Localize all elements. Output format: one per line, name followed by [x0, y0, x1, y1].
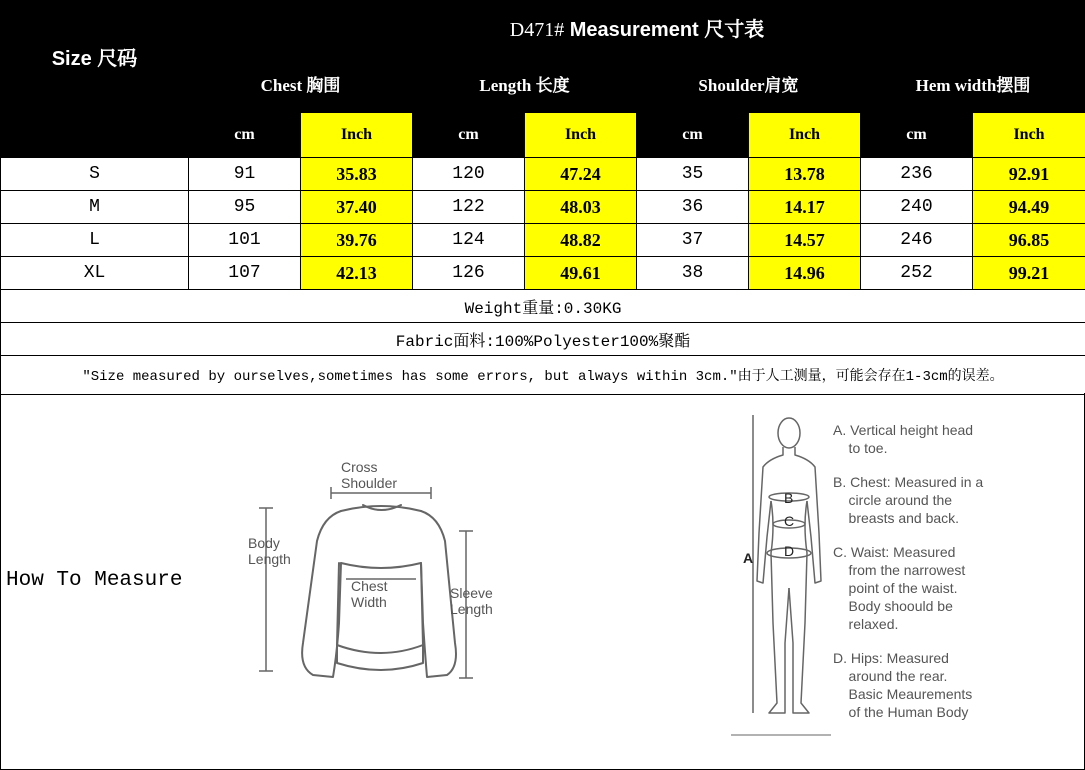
value-cell: 120: [413, 158, 525, 191]
fabric-info: Fabric面料:100%Polyester100%聚酯: [1, 323, 1085, 356]
size-cell: S: [1, 158, 189, 191]
unit-inch: Inch: [973, 113, 1085, 158]
measurement-note: "Size measured by ourselves,sometimes has some errors, but always within 3cm."由于人工测量，可能会存在1-3cm的误差。: [1, 356, 1085, 395]
unit-row-spacer: [1, 113, 189, 158]
body-measurement-notes: [833, 421, 1083, 737]
unit-row: [1, 113, 1085, 158]
group-hem-width: Hem width摆围: [861, 54, 1085, 113]
value-cell: 42.13: [301, 257, 413, 290]
value-cell: 35.83: [301, 158, 413, 191]
value-cell: 126: [413, 257, 525, 290]
weight-info: Weight重量:0.30KG: [1, 290, 1085, 323]
size-cell: L: [1, 224, 189, 257]
unit-cm: cm: [189, 113, 301, 158]
value-cell: 92.91: [973, 158, 1085, 191]
label-b: B: [784, 490, 794, 506]
table-row: [1, 158, 1085, 191]
size-cell: M: [1, 191, 189, 224]
table-row: [1, 191, 1085, 224]
label-a: A: [743, 550, 754, 566]
value-cell: 91: [189, 158, 301, 191]
unit-inch: Inch: [301, 113, 413, 158]
value-cell: 37.40: [301, 191, 413, 224]
how-to-measure-section: [0, 393, 1085, 770]
value-cell: 95: [189, 191, 301, 224]
value-cell: 246: [861, 224, 973, 257]
value-cell: 48.82: [525, 224, 637, 257]
value-cell: 99.21: [973, 257, 1085, 290]
label-c: C: [784, 513, 795, 529]
value-cell: 49.61: [525, 257, 637, 290]
label-d: D: [784, 543, 795, 559]
note-d: D. Hips: Measured around the rear. Basic Meaurements of the Human Body: [833, 650, 973, 720]
table-row: [1, 257, 1085, 290]
group-shoulder: Shoulder肩宽: [637, 54, 861, 113]
value-cell: 14.57: [749, 224, 861, 257]
value-cell: 124: [413, 224, 525, 257]
value-cell: 252: [861, 257, 973, 290]
sleeve-length-label: Sleeve Length: [450, 585, 493, 617]
value-cell: 38: [637, 257, 749, 290]
unit-cm: cm: [637, 113, 749, 158]
human-body-diagram: [731, 413, 831, 743]
value-cell: 13.78: [749, 158, 861, 191]
value-cell: 14.96: [749, 257, 861, 290]
size-header: Size 尺码: [1, 1, 189, 113]
value-cell: 47.24: [525, 158, 637, 191]
how-to-measure-label: How To Measure: [6, 569, 183, 592]
value-cell: 48.03: [525, 191, 637, 224]
group-length: Length 长度: [413, 54, 637, 113]
note-a: A. Vertical height head to toe.: [833, 422, 974, 456]
value-cell: 37: [637, 224, 749, 257]
value-cell: 39.76: [301, 224, 413, 257]
value-cell: 35: [637, 158, 749, 191]
value-cell: 240: [861, 191, 973, 224]
table-row: [1, 224, 1085, 257]
value-cell: 36: [637, 191, 749, 224]
group-chest: Chest 胸围: [189, 54, 413, 113]
value-cell: 122: [413, 191, 525, 224]
value-cell: 236: [861, 158, 973, 191]
chest-width-label: Chest Width: [351, 578, 388, 610]
unit-cm: cm: [861, 113, 973, 158]
value-cell: 107: [189, 257, 301, 290]
value-cell: 94.49: [973, 191, 1085, 224]
cross-shoulder-label: Cross Shoulder: [341, 459, 398, 491]
value-cell: 101: [189, 224, 301, 257]
unit-inch: Inch: [525, 113, 637, 158]
unit-cm: cm: [413, 113, 525, 158]
value-cell: 96.85: [973, 224, 1085, 257]
value-cell: 14.17: [749, 191, 861, 224]
body-length-label: Body Length: [248, 535, 291, 567]
unit-inch: Inch: [749, 113, 861, 158]
chart-title: D471# Measurement 尺寸表: [189, 1, 1085, 54]
size-cell: XL: [1, 257, 189, 290]
note-b: B. Chest: Measured in a circle around the breasts and back.: [833, 474, 984, 526]
note-c: C. Waist: Measured from the narrowest point of the waist. Body shoould be relaxed.: [833, 544, 966, 632]
